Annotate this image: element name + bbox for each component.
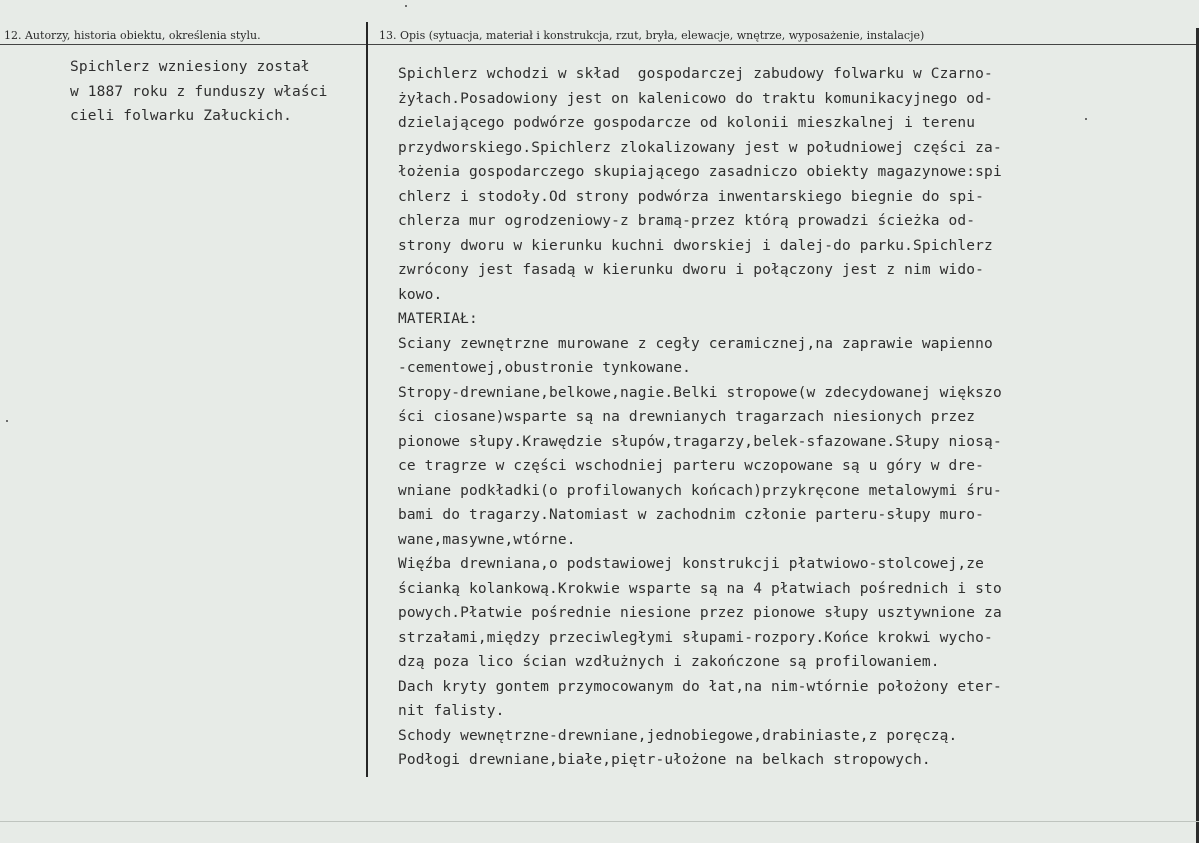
field-13-line: dzą poza lico ścian wzdłużnych i zakończone są profilowaniem.: [398, 654, 940, 670]
field-13-line: strzałami,między przeciwległymi słupami-rozpory.Końce krokwi wycho-: [398, 629, 993, 646]
field-13-line: wane,masywne,wtórne.: [398, 531, 576, 548]
field-13-line: ścianką kolankową.Krokwie wsparte są na 4 płatwiach pośrednich i sto: [398, 580, 1002, 597]
field-12-text: [70, 55, 328, 129]
field-13-line: chlerz i stodoły.Od strony podwórza inwentarskiego biegnie do spi-: [398, 188, 985, 205]
speck-mark: [1085, 118, 1087, 120]
field-13-line: strony dworu w kierunku kuchni dworskiej i dalej-do parku.Spichlerz: [398, 237, 993, 254]
field-13-line: nit falisty.: [398, 703, 505, 719]
field-13-line: kowo.: [398, 286, 443, 303]
field-13-line: Stropy-drewniane,belkowe,nagie.Belki stropowe(w zdecydowanej większo: [398, 384, 1002, 401]
field-13-line: ści ciosane)wsparte są na drewnianych tragarzach niesionych przez: [398, 409, 976, 425]
field-12-label: 12. Autorzy, historia obiektu, określenia stylu.: [4, 29, 261, 42]
field-12-line: Spichlerz wzniesiony został: [70, 59, 310, 75]
field-13-text: [398, 62, 1002, 773]
field-13-line: pionowe słupy.Krawędzie słupów,tragarzy,belek-sfazowane.Słupy niosą-: [398, 433, 1002, 450]
speck-mark: [405, 5, 407, 7]
field-13-line: bami do tragarzy.Natomiast w zachodnim członie parteru-słupy muro-: [398, 507, 985, 523]
field-13-line: Więźba drewniana,o podstawiowej konstrukcji płatwiowo-stolcowej,ze: [398, 556, 985, 572]
field-13-line: dzielającego podwórze gospodarcze od kolonii mieszkalnej i terenu: [398, 115, 976, 131]
bottom-rule: [0, 821, 1199, 822]
field-12-line: cieli folwarku Załuckich.: [70, 108, 292, 124]
field-13-line: żyłach.Posadowiony jest on kalenicowo do traktu komunikacyjnego od-: [398, 90, 993, 107]
speck-mark: [6, 420, 8, 422]
field-13-line: wniane podkładki(o profilowanych końcach)przykręcone metalowymi śru-: [398, 482, 1002, 499]
field-13-line: łożenia gospodarczego skupiającego zasadniczo obiekty magazynowe:spi: [398, 164, 1002, 180]
field-13-line: przydworskiego.Spichlerz zlokalizowany jest w południowej części za-: [398, 139, 1002, 156]
field-13-line: Sciany zewnętrzne murowane z cegły ceramicznej,na zaprawie wapienno: [398, 335, 993, 352]
field-13-line: MATERIAŁ:: [398, 311, 478, 327]
column-divider: [366, 22, 368, 777]
field-13-line: zwrócony jest fasadą w kierunku dworu i połączony jest z nim wido-: [398, 262, 985, 278]
field-13-line: Podłogi drewniane,białe,piętr-ułożone na belkach stropowych.: [398, 752, 931, 768]
field-13-line: ce tragrze w części wschodniej parteru wczopowane są u góry w dre-: [398, 458, 985, 474]
field-12-line: w 1887 roku z funduszy właści: [70, 83, 328, 100]
field-13-line: Schody wewnętrzne-drewniane,jednobiegowe,drabiniaste,z poręczą.: [398, 727, 958, 744]
field-13-line: powych.Płatwie pośrednie niesione przez pionowe słupy usztywnione za: [398, 605, 1002, 621]
field-13-line: Dach kryty gontem przymocowanym do łat,na nim-wtórnie położony eter-: [398, 678, 1002, 695]
field-13-line: Spichlerz wchodzi w skład gospodarczej zabudowy folwarku w Czarno-: [398, 66, 993, 82]
field-13-line: chlerza mur ogrodzeniowy-z bramą-przez którą prowadzi ścieżka od-: [398, 213, 976, 229]
field-13-line: -cementowej,obustronie tynkowane.: [398, 360, 692, 376]
header-rule: [0, 44, 1199, 45]
field-13-label: 13. Opis (sytuacja, materiał i konstrukcja, rzut, bryła, elewacje, wnętrze, wyposażenie, instalacje): [379, 29, 925, 42]
